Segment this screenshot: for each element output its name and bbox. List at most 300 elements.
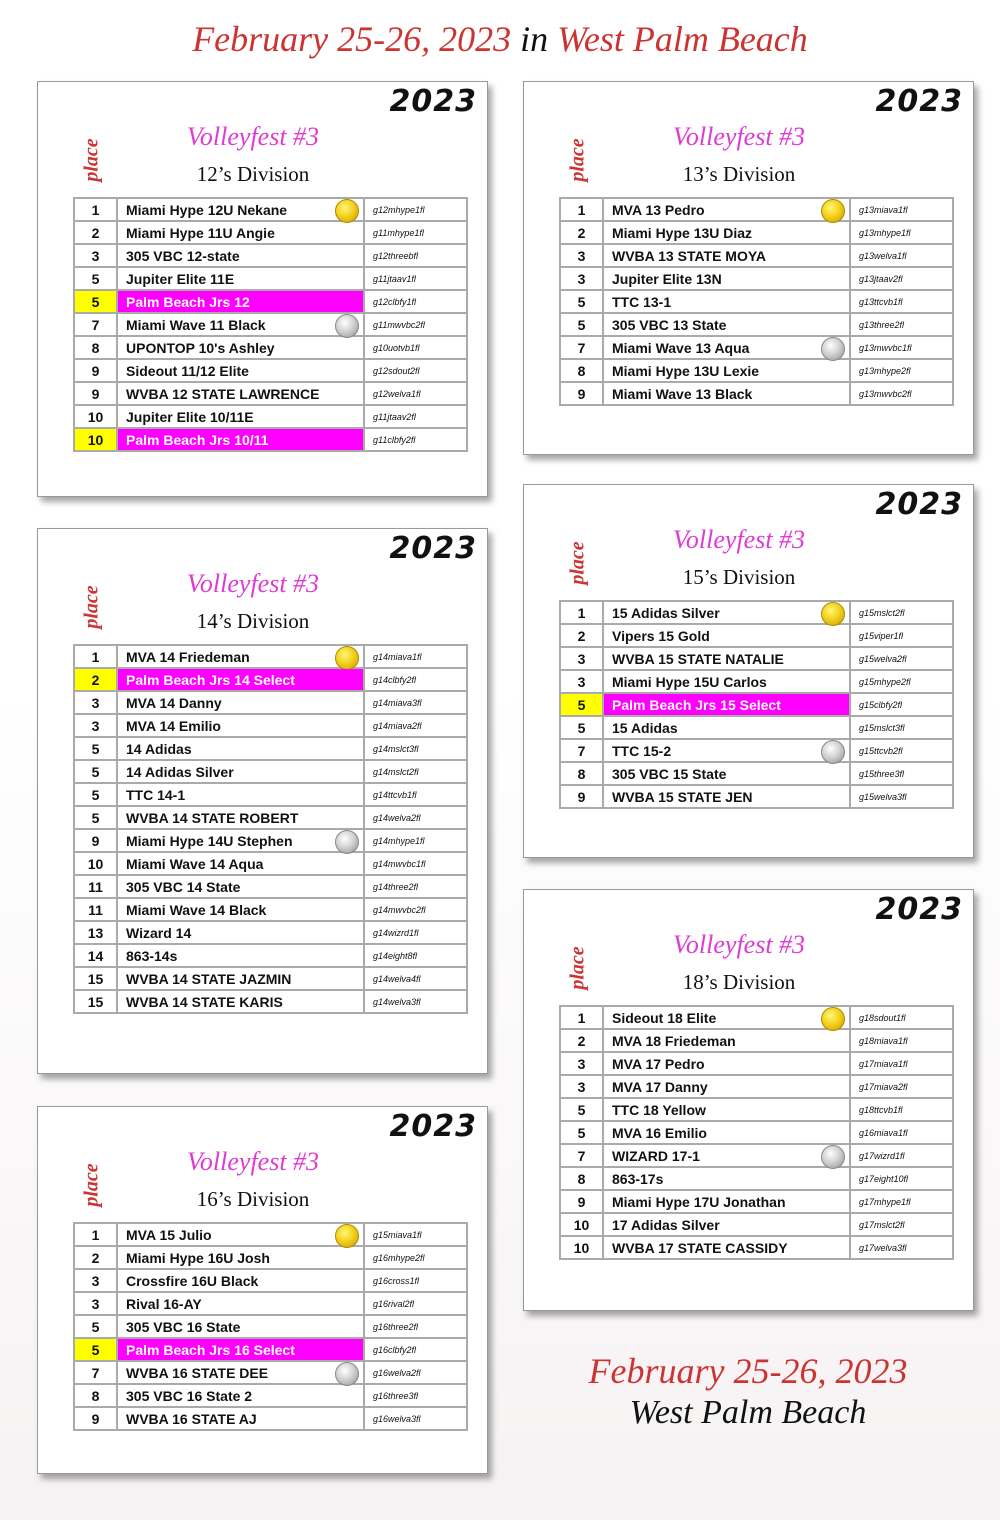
- division-title: 16’s Division: [196, 1187, 310, 1211]
- team-cell: [603, 1190, 850, 1213]
- code-cell: g15ttcvb2fl: [850, 739, 953, 762]
- table-row: [560, 1098, 953, 1121]
- team-name: MVA 17 Pedro: [612, 1055, 705, 1072]
- team-cell: [603, 1213, 850, 1236]
- division-card: [523, 81, 974, 455]
- team-cell: [117, 760, 364, 783]
- code-cell: g15welva2fl: [850, 647, 953, 670]
- place-cell: 5: [560, 1121, 603, 1144]
- place-cell: 2: [560, 221, 603, 244]
- code-cell: g12clbfy1fl: [364, 290, 467, 313]
- place-cell: 9: [74, 382, 117, 405]
- code-cell: g14wizrd1fl: [364, 921, 467, 944]
- code-cell: g14mwvbc2fl: [364, 898, 467, 921]
- table-row: [560, 1006, 953, 1029]
- team-cell: [117, 313, 364, 336]
- team-name: Palm Beach Jrs 10/11: [126, 431, 269, 448]
- code-cell: g16three3fl: [364, 1384, 467, 1407]
- team-cell: [603, 313, 850, 336]
- team-name: WVBA 16 STATE AJ: [126, 1410, 257, 1427]
- place-cell: 8: [560, 359, 603, 382]
- place-cell: 5: [560, 313, 603, 336]
- place-cell: 9: [560, 1190, 603, 1213]
- team-name: WVBA 15 STATE JEN: [612, 788, 753, 805]
- code-cell: g14mslct3fl: [364, 737, 467, 760]
- event-title: Volleyfest #3: [672, 525, 806, 554]
- team-name: WIZARD 17-1: [612, 1147, 700, 1164]
- table-row: [560, 290, 953, 313]
- place-cell: 8: [560, 1167, 603, 1190]
- place-cell: 5: [74, 1338, 117, 1361]
- results-table: [73, 1222, 468, 1431]
- team-cell: [117, 921, 364, 944]
- place-cell: 2: [74, 668, 117, 691]
- place-cell: 8: [74, 1384, 117, 1407]
- team-name: MVA 18 Friedeman: [612, 1032, 736, 1049]
- silver-medal-icon: [821, 740, 845, 764]
- place-cell: 5: [74, 267, 117, 290]
- team-cell: [603, 1029, 850, 1052]
- place-cell: 5: [560, 716, 603, 739]
- year-label: 2023: [875, 84, 963, 119]
- table-row: [74, 290, 467, 313]
- team-name: Miami Hype 16U Josh: [126, 1249, 270, 1266]
- place-cell: 10: [560, 1213, 603, 1236]
- table-row: [74, 1407, 467, 1430]
- table-row: [560, 601, 953, 624]
- place-cell: 5: [560, 1098, 603, 1121]
- team-name: WVBA 13 STATE MOYA: [612, 247, 767, 264]
- team-name: Miami Hype 12U Nekane: [126, 201, 288, 218]
- team-name: WVBA 15 STATE NATALIE: [612, 650, 784, 667]
- place-cell: 5: [74, 1315, 117, 1338]
- code-cell: g14miava2fl: [364, 714, 467, 737]
- code-cell: g11jtaav1fl: [364, 267, 467, 290]
- place-cell: 9: [560, 785, 603, 808]
- place-cell: 1: [560, 1006, 603, 1029]
- team-name: 863-17s: [612, 1170, 664, 1187]
- table-row: [560, 716, 953, 739]
- team-cell: [117, 198, 364, 221]
- table-row: [74, 382, 467, 405]
- team-cell: [117, 806, 364, 829]
- team-cell: [117, 428, 364, 451]
- team-cell: [117, 829, 364, 852]
- table-row: [560, 198, 953, 221]
- place-label-text: place: [80, 1163, 103, 1207]
- place-label-text: place: [566, 946, 589, 990]
- team-name: Sideout 18 Elite: [612, 1009, 717, 1026]
- table-row: [74, 428, 467, 451]
- code-cell: g12welva1fl: [364, 382, 467, 405]
- table-row: [74, 668, 467, 691]
- team-name: Miami Wave 13 Black: [612, 385, 753, 402]
- team-name: 14 Adidas Silver: [126, 763, 234, 780]
- team-cell: [603, 1121, 850, 1144]
- table-row: [560, 267, 953, 290]
- place-cell: 5: [74, 290, 117, 313]
- table-row: [74, 1223, 467, 1246]
- team-name: 17 Adidas Silver: [612, 1216, 720, 1233]
- team-name: Miami Hype 11U Angie: [126, 224, 275, 241]
- title-in: in: [520, 19, 549, 59]
- team-name: Sideout 11/12 Elite: [126, 362, 249, 379]
- team-cell: [603, 221, 850, 244]
- table-row: [74, 806, 467, 829]
- table-row: [560, 1121, 953, 1144]
- team-name: TTC 14-1: [126, 786, 186, 803]
- place-cell: 11: [74, 898, 117, 921]
- table-row: [560, 382, 953, 405]
- year-label: 2023: [389, 1109, 477, 1144]
- place-cell: 3: [560, 670, 603, 693]
- table-row: [74, 990, 467, 1013]
- code-cell: g11jtaav2fl: [364, 405, 467, 428]
- code-cell: g10uotvb1fl: [364, 336, 467, 359]
- table-row: [560, 670, 953, 693]
- team-cell: [603, 693, 850, 716]
- silver-medal-icon: [335, 314, 359, 338]
- place-cell: 9: [74, 359, 117, 382]
- division-card: [37, 528, 488, 1074]
- code-cell: g13welva1fl: [850, 244, 953, 267]
- code-cell: g13mwvbc2fl: [850, 382, 953, 405]
- code-cell: g14mslct2fl: [364, 760, 467, 783]
- team-cell: [117, 1407, 364, 1430]
- team-cell: [117, 967, 364, 990]
- team-cell: [117, 1269, 364, 1292]
- team-cell: [117, 405, 364, 428]
- event-title: Volleyfest #3: [672, 122, 806, 151]
- table-row: [560, 244, 953, 267]
- team-name: TTC 13-1: [612, 293, 672, 310]
- team-name: 15 Adidas: [612, 719, 678, 736]
- gold-medal-icon: [335, 1224, 359, 1248]
- division-title: 13’s Division: [682, 162, 796, 186]
- team-name: TTC 15-2: [612, 742, 672, 759]
- team-cell: [117, 898, 364, 921]
- table-row: [74, 714, 467, 737]
- team-name: MVA 16 Emilio: [612, 1124, 707, 1141]
- place-cell: 10: [560, 1236, 603, 1259]
- place-cell: 5: [74, 737, 117, 760]
- table-row: [74, 691, 467, 714]
- table-row: [74, 1361, 467, 1384]
- table-row: [560, 359, 953, 382]
- team-name: MVA 14 Friedeman: [126, 648, 250, 665]
- place-label-text: place: [566, 138, 589, 182]
- table-row: [560, 1190, 953, 1213]
- team-name: Miami Wave 14 Aqua: [126, 855, 264, 872]
- gold-medal-icon: [335, 199, 359, 223]
- table-row: [74, 405, 467, 428]
- code-cell: g14eight8fl: [364, 944, 467, 967]
- place-cell: 1: [560, 198, 603, 221]
- code-cell: g11mhype1fl: [364, 221, 467, 244]
- team-cell: [603, 739, 850, 762]
- place-label-text: place: [80, 138, 103, 182]
- code-cell: g14mhype1fl: [364, 829, 467, 852]
- team-name: Palm Beach Jrs 12: [126, 293, 250, 310]
- table-row: [74, 336, 467, 359]
- team-cell: [603, 336, 850, 359]
- table-row: [74, 852, 467, 875]
- code-cell: g15mslct3fl: [850, 716, 953, 739]
- place-cell: 3: [74, 1292, 117, 1315]
- team-name: 14 Adidas: [126, 740, 192, 757]
- code-cell: g17wizrd1fl: [850, 1144, 953, 1167]
- place-cell: 3: [560, 1075, 603, 1098]
- team-cell: [603, 785, 850, 808]
- team-cell: [603, 1236, 850, 1259]
- code-cell: g15miava1fl: [364, 1223, 467, 1246]
- silver-medal-icon: [335, 1362, 359, 1386]
- team-cell: [603, 198, 850, 221]
- team-name: Palm Beach Jrs 14 Select: [126, 671, 295, 688]
- code-cell: g13mhype1fl: [850, 221, 953, 244]
- team-cell: [117, 691, 364, 714]
- team-name: Jupiter Elite 10/11E: [126, 408, 254, 425]
- footer-date: February 25-26, 2023: [588, 1351, 908, 1391]
- division-card: [37, 81, 488, 497]
- place-cell: 3: [74, 1269, 117, 1292]
- results-table: [73, 644, 468, 1014]
- team-cell: [603, 290, 850, 313]
- table-row: [560, 221, 953, 244]
- table-row: [560, 785, 953, 808]
- table-row: [74, 221, 467, 244]
- team-name: Miami Hype 13U Lexie: [612, 362, 760, 379]
- table-row: [74, 944, 467, 967]
- table-row: [560, 1075, 953, 1098]
- team-name: WVBA 14 STATE ROBERT: [126, 809, 299, 826]
- footer-city: West Palm Beach: [629, 1394, 867, 1431]
- team-cell: [603, 716, 850, 739]
- year-label: 2023: [875, 892, 963, 927]
- team-name: WVBA 14 STATE JAZMIN: [126, 970, 292, 987]
- results-table: [559, 1005, 954, 1260]
- team-name: Miami Hype 13U Diaz: [612, 224, 753, 241]
- team-name: 305 VBC 16 State 2: [126, 1387, 253, 1404]
- place-cell: 3: [560, 244, 603, 267]
- code-cell: g14miava1fl: [364, 645, 467, 668]
- place-label-text: place: [80, 585, 103, 629]
- place-cell: 3: [560, 647, 603, 670]
- gold-medal-icon: [821, 1007, 845, 1031]
- place-cell: 5: [560, 290, 603, 313]
- code-cell: g15mslct2fl: [850, 601, 953, 624]
- code-cell: g15welva3fl: [850, 785, 953, 808]
- results-table: [73, 197, 468, 452]
- table-row: [560, 762, 953, 785]
- table-row: [74, 783, 467, 806]
- code-cell: g17miava2fl: [850, 1075, 953, 1098]
- team-name: Jupiter Elite 11E: [126, 270, 235, 287]
- division-title: 15’s Division: [682, 565, 796, 589]
- place-cell: 10: [74, 428, 117, 451]
- team-name: Miami Wave 13 Aqua: [612, 339, 750, 356]
- code-cell: g13three2fl: [850, 313, 953, 336]
- team-name: MVA 14 Danny: [126, 694, 222, 711]
- table-row: [74, 313, 467, 336]
- code-cell: g16cross1fl: [364, 1269, 467, 1292]
- team-cell: [603, 1075, 850, 1098]
- team-name: MVA 13 Pedro: [612, 201, 705, 218]
- event-title: Volleyfest #3: [672, 930, 806, 959]
- event-title: Volleyfest #3: [186, 569, 320, 598]
- team-name: 305 VBC 12-state: [126, 247, 240, 264]
- place-cell: 14: [74, 944, 117, 967]
- code-cell: g14three2fl: [364, 875, 467, 898]
- team-cell: [117, 1223, 364, 1246]
- team-name: Palm Beach Jrs 15 Select: [612, 696, 781, 713]
- code-cell: g16three2fl: [364, 1315, 467, 1338]
- team-cell: [117, 714, 364, 737]
- year-label: 2023: [389, 84, 477, 119]
- team-name: MVA 15 Julio: [126, 1226, 212, 1243]
- year-label: 2023: [389, 531, 477, 566]
- event-title: Volleyfest #3: [186, 1147, 320, 1176]
- silver-medal-icon: [335, 830, 359, 854]
- team-name: 863-14s: [126, 947, 178, 964]
- code-cell: g17mhype1fl: [850, 1190, 953, 1213]
- team-name: WVBA 12 STATE LAWRENCE: [126, 385, 320, 402]
- table-row: [560, 1167, 953, 1190]
- place-cell: 7: [74, 313, 117, 336]
- team-cell: [603, 601, 850, 624]
- table-row: [560, 1144, 953, 1167]
- code-cell: g14miava3fl: [364, 691, 467, 714]
- code-cell: g14welva2fl: [364, 806, 467, 829]
- team-cell: [117, 336, 364, 359]
- table-row: [74, 244, 467, 267]
- place-cell: 15: [74, 990, 117, 1013]
- team-name: Miami Hype 17U Jonathan: [612, 1193, 786, 1210]
- team-name: MVA 14 Emilio: [126, 717, 221, 734]
- code-cell: g14welva3fl: [364, 990, 467, 1013]
- table-row: [74, 1292, 467, 1315]
- table-row: [560, 739, 953, 762]
- code-cell: g14mwvbc1fl: [364, 852, 467, 875]
- table-row: [74, 1269, 467, 1292]
- code-cell: g17mslct2fl: [850, 1213, 953, 1236]
- team-cell: [603, 244, 850, 267]
- team-cell: [603, 762, 850, 785]
- place-cell: 8: [560, 762, 603, 785]
- table-row: [74, 737, 467, 760]
- title-date: February 25-26, 2023: [192, 19, 512, 59]
- code-cell: g15mhype2fl: [850, 670, 953, 693]
- team-name: Wizard 14: [126, 924, 192, 941]
- code-cell: g14clbfy2fl: [364, 668, 467, 691]
- code-cell: g17miava1fl: [850, 1052, 953, 1075]
- team-cell: [603, 1098, 850, 1121]
- place-cell: 2: [560, 1029, 603, 1052]
- team-name: Jupiter Elite 13N: [612, 270, 722, 287]
- table-row: [560, 1029, 953, 1052]
- team-cell: [603, 1167, 850, 1190]
- title-city: West Palm Beach: [557, 19, 808, 59]
- table-row: [560, 1236, 953, 1259]
- table-row: [74, 1315, 467, 1338]
- code-cell: g18ttcvb1fl: [850, 1098, 953, 1121]
- team-cell: [603, 624, 850, 647]
- team-name: Crossfire 16U Black: [126, 1272, 259, 1289]
- place-cell: 3: [560, 1052, 603, 1075]
- team-name: 15 Adidas Silver: [612, 604, 720, 621]
- code-cell: g14ttcvb1fl: [364, 783, 467, 806]
- team-cell: [117, 852, 364, 875]
- team-cell: [117, 783, 364, 806]
- team-cell: [603, 647, 850, 670]
- table-row: [74, 898, 467, 921]
- code-cell: g16clbfy2fl: [364, 1338, 467, 1361]
- team-cell: [117, 359, 364, 382]
- code-cell: g12sdout2fl: [364, 359, 467, 382]
- code-cell: g16rival2fl: [364, 1292, 467, 1315]
- place-cell: 9: [560, 382, 603, 405]
- team-cell: [117, 382, 364, 405]
- division-card: [523, 484, 974, 858]
- team-cell: [117, 290, 364, 313]
- team-cell: [117, 1338, 364, 1361]
- place-cell: 2: [74, 1246, 117, 1269]
- place-cell: 9: [74, 829, 117, 852]
- team-name: WVBA 14 STATE KARIS: [126, 993, 283, 1010]
- team-name: WVBA 16 STATE DEE: [126, 1364, 269, 1381]
- division-title: 14’s Division: [196, 609, 310, 633]
- place-cell: 3: [74, 714, 117, 737]
- place-cell: 5: [560, 693, 603, 716]
- code-cell: g14welva4fl: [364, 967, 467, 990]
- table-row: [74, 359, 467, 382]
- code-cell: g15viper1fl: [850, 624, 953, 647]
- table-row: [74, 875, 467, 898]
- team-name: WVBA 17 STATE CASSIDY: [612, 1239, 788, 1256]
- team-cell: [117, 1292, 364, 1315]
- year-label: 2023: [875, 487, 963, 522]
- place-cell: 3: [74, 691, 117, 714]
- table-row: [74, 645, 467, 668]
- code-cell: g13mhype2fl: [850, 359, 953, 382]
- team-cell: [117, 244, 364, 267]
- table-row: [74, 1246, 467, 1269]
- table-row: [74, 267, 467, 290]
- team-name: 305 VBC 15 State: [612, 765, 727, 782]
- silver-medal-icon: [821, 1145, 845, 1169]
- team-cell: [117, 944, 364, 967]
- table-row: [74, 198, 467, 221]
- code-cell: g18miava1fl: [850, 1029, 953, 1052]
- table-row: [560, 647, 953, 670]
- table-row: [560, 624, 953, 647]
- team-cell: [117, 737, 364, 760]
- code-cell: g13mwvbc1fl: [850, 336, 953, 359]
- place-cell: 3: [74, 244, 117, 267]
- team-name: Miami Wave 11 Black: [126, 316, 266, 333]
- table-row: [560, 1213, 953, 1236]
- team-name: Vipers 15 Gold: [612, 627, 710, 644]
- results-table: [559, 197, 954, 406]
- place-cell: 1: [560, 601, 603, 624]
- table-row: [74, 1338, 467, 1361]
- event-title: Volleyfest #3: [186, 122, 320, 151]
- division-title: 18’s Division: [682, 970, 796, 994]
- team-cell: [603, 267, 850, 290]
- code-cell: g11mwvbc2fl: [364, 313, 467, 336]
- team-name: Miami Hype 15U Carlos: [612, 673, 767, 690]
- place-cell: 15: [74, 967, 117, 990]
